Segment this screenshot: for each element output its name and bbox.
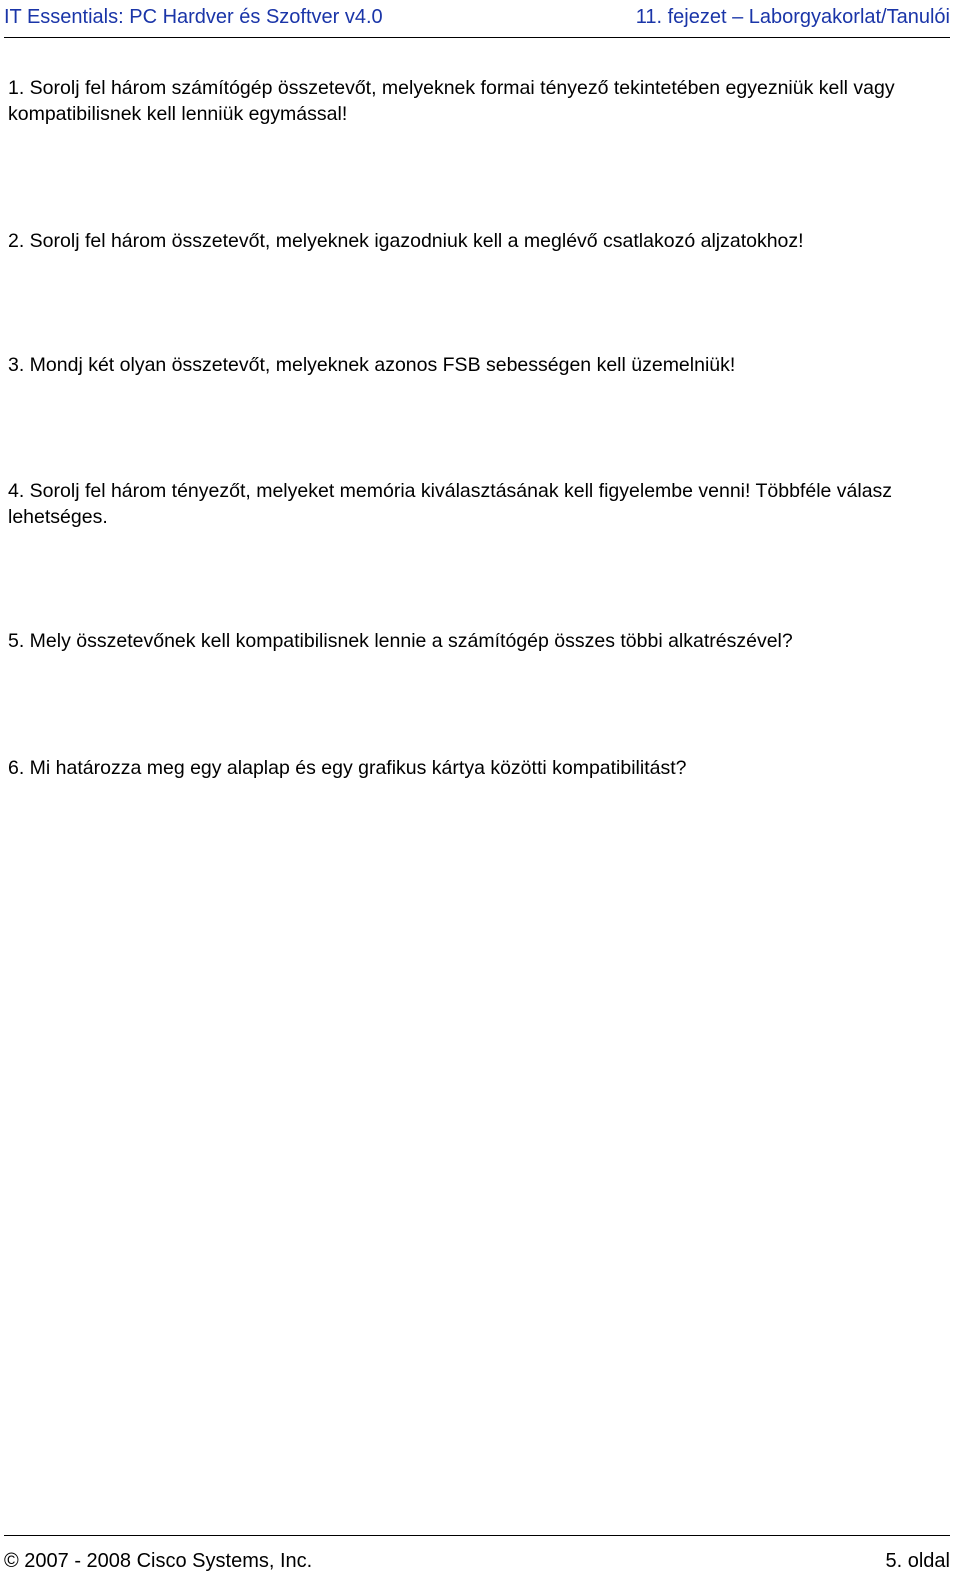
question-1: 1. Sorolj fel három számítógép összetevőt, melyeknek formai tényező tekintetében egyezniük kell vagy kompatibilisnek kell lenniük egymással! bbox=[8, 77, 895, 125]
question-2: 2. Sorolj fel három összetevőt, melyeknek igazodniuk kell a meglévő csatlakozó aljzatokhoz! bbox=[8, 230, 804, 252]
page-footer bbox=[4, 1535, 950, 1576]
chapter-title: 11. fejezet – Laborgyakorlat/Tanulói bbox=[635, 6, 950, 28]
question-6: 6. Mi határozza meg egy alaplap és egy grafikus kártya közötti kompatibilitást? bbox=[8, 757, 687, 779]
course-title: IT Essentials: PC Hardver és Szoftver v4.0 bbox=[4, 6, 383, 28]
question-4: 4. Sorolj fel három tényezőt, melyeket memória kiválasztásának kell figyelembe venni! Többféle válasz lehetséges. bbox=[8, 480, 893, 528]
page-header bbox=[4, 0, 950, 38]
question-5: 5. Mely összetevőnek kell kompatibilisnek lennie a számítógép összes többi alkatrészével? bbox=[8, 630, 793, 652]
copyright: © 2007 - 2008 Cisco Systems, Inc. bbox=[4, 1550, 313, 1572]
page-number: 5. oldal bbox=[885, 1550, 950, 1572]
question-3: 3. Mondj két olyan összetevőt, melyeknek azonos FSB sebességen kell üzemelniük! bbox=[8, 354, 736, 376]
